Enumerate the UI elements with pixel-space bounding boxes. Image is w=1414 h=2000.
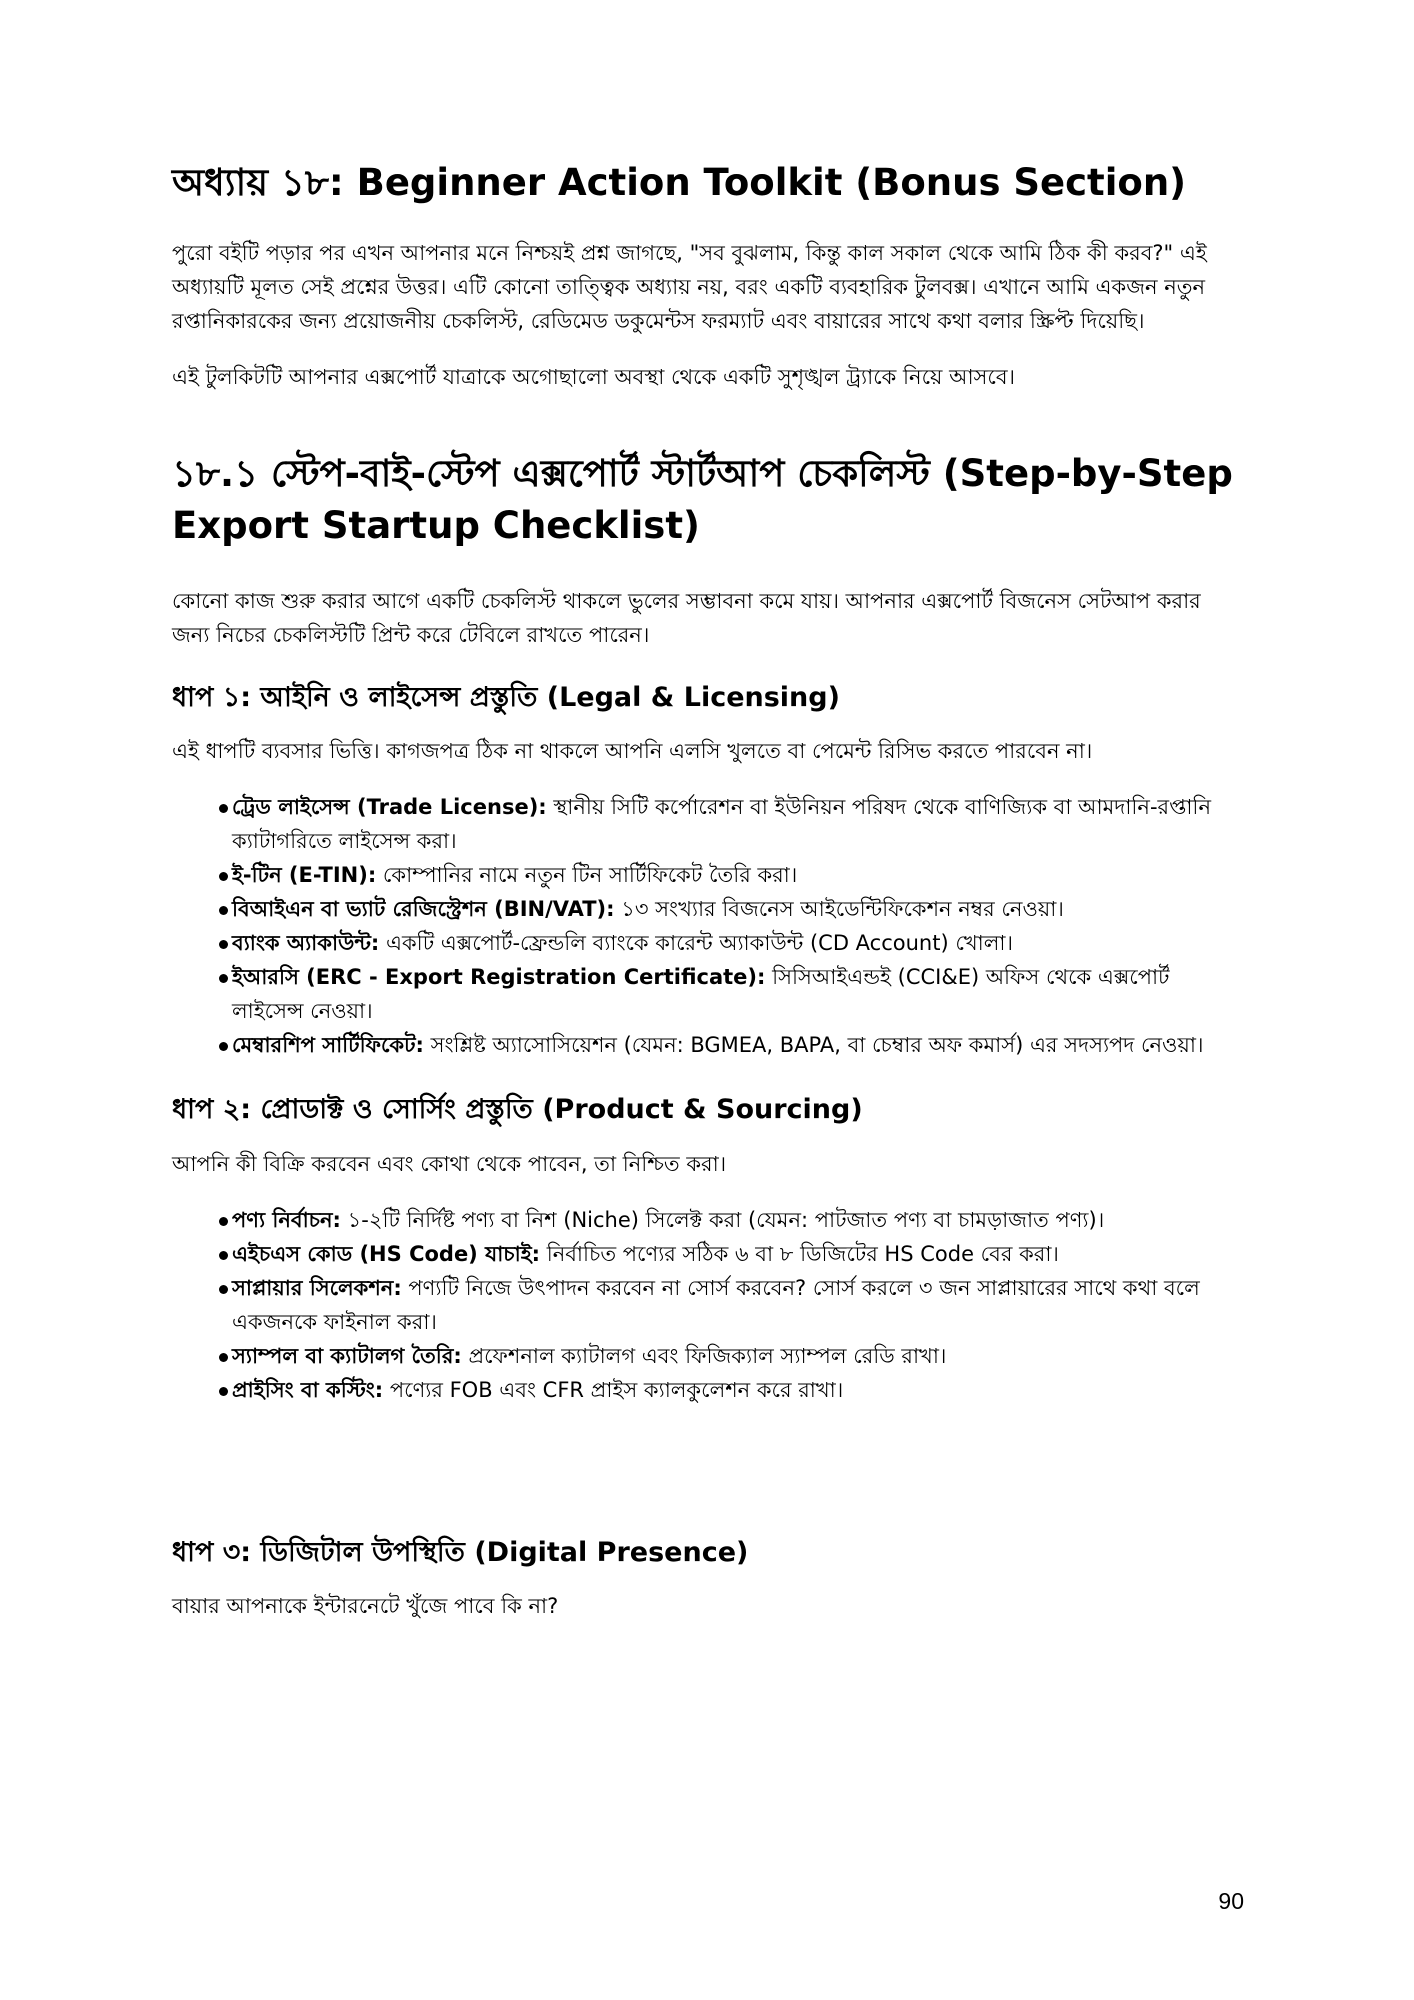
bullet-icon: [219, 906, 228, 915]
section-spacer: [172, 1437, 1244, 1507]
bullet-icon: [219, 974, 228, 983]
list-item: ব্যাংক অ্যাকাউন্ট: একটি এক্সপোর্ট-ফ্রেন্ডলি ব্যাংকে কারেন্ট অ্যাকাউন্ট (CD Account) খোলা।: [172, 926, 1244, 960]
list-item: এইচএস কোড (HS Code) যাচাই: নির্বাচিত পণ্যের সঠিক ৬ বা ৮ ডিজিটের HS Code বের করা।: [172, 1237, 1244, 1271]
list-item: ট্রেড লাইসেন্স (Trade License): স্থানীয় সিটি কর্পোরেশন বা ইউনিয়ন পরিষদ থেকে বাণিজ্যিক বা আমদানি-রপ্তানি ক্যাটাগরিতে লাইসেন্স করা।: [172, 790, 1244, 858]
intro-paragraph-1: পুরো বইটি পড়ার পর এখন আপনার মনে নিশ্চয়ই প্রশ্ন জাগছে, "সব বুঝলাম, কিন্তু কাল সকাল থেকে আমি ঠিক কী করব?" এই অধ্যায়টি মূলত সেই প্রশ্নের উত্তর। এটি কোনো তাত্ত্বিক অধ্যায় নয়, বরং একটি ব্যবহারিক টুলবক্স। এখানে আমি একজন নতুন রপ্তানিকারকের জন্য প্রয়োজনীয় চেকলিস্ট, রেডিমেড ডকুমেন্টস ফরম্যাট এবং বায়ারের সাথে কথা বলার স্ক্রিপ্ট দিয়েছি।: [172, 241, 1207, 334]
step-1-heading: ধাপ ১: আইনি ও লাইসেন্স প্রস্তুতি (Legal & Licensing): [172, 681, 840, 713]
bullet-icon: [219, 872, 228, 881]
bullet-icon: [219, 1251, 228, 1260]
section-heading: ১৮.১ স্টেপ-বাই-স্টেপ এক্সপোর্ট স্টার্টআপ চেকলিস্ট (Step-by-Step Export Startup Checklist): [172, 452, 1233, 548]
bullet-icon: [219, 1042, 228, 1051]
bullet-icon: [219, 1353, 228, 1362]
list-item: সাপ্লায়ার সিলেকশন: পণ্যটি নিজে উৎপাদন করবেন না সোর্স করবেন? সোর্স করলে ৩ জন সাপ্লায়ারের সাথে কথা বলে একজনকে ফাইনাল করা।: [172, 1271, 1244, 1339]
step-2-checklist: [172, 1203, 1244, 1407]
list-item: বিআইএন বা ভ্যাট রেজিস্ট্রেশন (BIN/VAT): ১৩ সংখ্যার বিজনেস আইডেন্টিফিকেশন নম্বর নেওয়া।: [172, 892, 1244, 926]
bullet-icon: [219, 1217, 228, 1226]
bullet-icon: [219, 804, 228, 813]
step-3-intro: বায়ার আপনাকে ইন্টারনেটে খুঁজে পাবে কি না?: [172, 1594, 559, 1619]
chapter-title: অধ্যায় ১৮: Beginner Action Toolkit (Bonus Section): [172, 161, 1187, 204]
step-1-checklist: [172, 790, 1244, 1062]
bullet-icon: [219, 940, 228, 949]
list-item: স্যাম্পল বা ক্যাটালগ তৈরি: প্রফেশনাল ক্যাটালগ এবং ফিজিক্যাল স্যাম্পল রেডি রাখা।: [172, 1339, 1244, 1373]
list-item: ই-টিন (E-TIN): কোম্পানির নামে নতুন টিন সার্টিফিকেট তৈরি করা।: [172, 858, 1244, 892]
list-item: পণ্য নির্বাচন: ১-২টি নির্দিষ্ট পণ্য বা নিশ (Niche) সিলেক্ট করা (যেমন: পাটজাত পণ্য বা চামড়াজাত পণ্য)।: [172, 1203, 1244, 1237]
step-3-heading: ধাপ ৩: ডিজিটাল উপস্থিতি (Digital Presence): [172, 1536, 749, 1568]
step-1-intro: এই ধাপটি ব্যবসার ভিত্তি। কাগজপত্র ঠিক না থাকলে আপনি এলসি খুলতে বা পেমেন্ট রিসিভ করতে পারবেন না।: [172, 739, 1093, 764]
list-item: প্রাইসিং বা কস্টিং: পণ্যের FOB এবং CFR প্রাইস ক্যালকুলেশন করে রাখা।: [172, 1373, 1244, 1407]
bullet-icon: [219, 1387, 228, 1396]
section-intro: কোনো কাজ শুরু করার আগে একটি চেকলিস্ট থাকলে ভুলের সম্ভাবনা কমে যায়। আপনার এক্সপোর্ট বিজনেস সেটআপ করার জন্য নিচের চেকলিস্টটি প্রিন্ট করে টেবিলে রাখতে পারেন।: [172, 588, 1201, 647]
page-number: 90: [1218, 1888, 1244, 1914]
list-item: মেম্বারশিপ সার্টিফিকেট: সংশ্লিষ্ট অ্যাসোসিয়েশন (যেমন: BGMEA, BAPA, বা চেম্বার অফ কমার্স) এর সদস্যপদ নেওয়া।: [172, 1028, 1244, 1062]
bullet-icon: [219, 1285, 228, 1294]
step-2-intro: আপনি কী বিক্রি করবেন এবং কোথা থেকে পাবেন, তা নিশ্চিত করা।: [172, 1151, 727, 1176]
step-2-heading: ধাপ ২: প্রোডাক্ট ও সোর্সিং প্রস্তুতি (Product & Sourcing): [172, 1094, 863, 1126]
list-item: ইআরসি (ERC - Export Registration Certificate): সিসিআইএন্ডই (CCI&E) অফিস থেকে এক্সপোর্ট লাইসেন্স নেওয়া।: [172, 960, 1244, 1028]
intro-paragraph-2: এই টুলকিটটি আপনার এক্সপোর্ট যাত্রাকে অগোছালো অবস্থা থেকে একটি সুশৃঙ্খল ট্র্যাকে নিয়ে আসবে।: [172, 365, 1016, 390]
